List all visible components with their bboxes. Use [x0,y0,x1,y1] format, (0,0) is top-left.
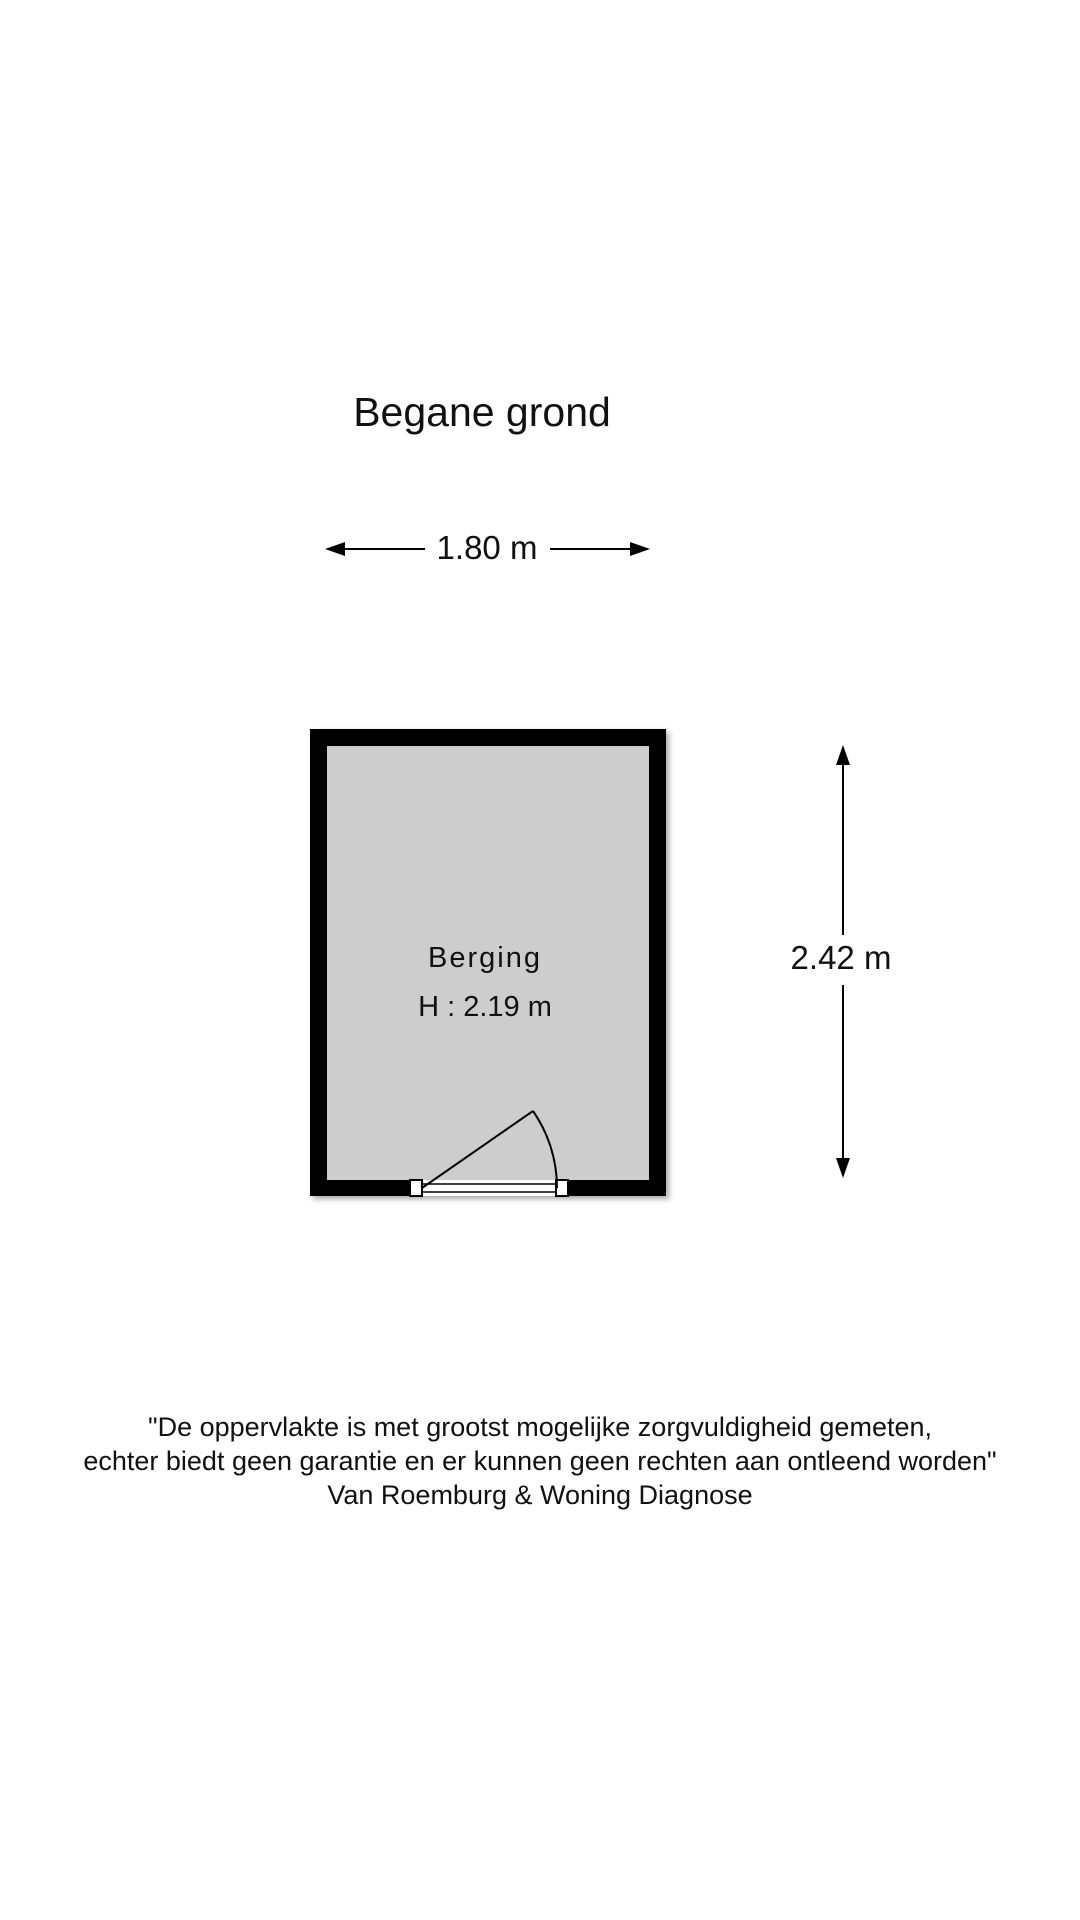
room-name: Berging [428,942,542,974]
disclaimer-line-1: "De oppervlakte is met grootst mogelijke zorgvuldigheid gemeten, [148,1412,932,1442]
floor-title: Begane grond [353,389,611,435]
disclaimer-line-2: echter biedt geen garantie en er kunnen geen rechten aan ontleend worden" [83,1446,997,1476]
disclaimer [0,1410,1080,1512]
door-opening [410,1180,568,1196]
height-dimension-label: 2.42 m [776,938,906,978]
room-ceiling-height: H : 2.19 m [418,991,552,1023]
door-jamb-left [410,1180,422,1196]
disclaimer-line-3: Van Roemburg & Woning Diagnose [327,1480,753,1510]
width-dimension-label: 1.80 m [427,528,547,568]
